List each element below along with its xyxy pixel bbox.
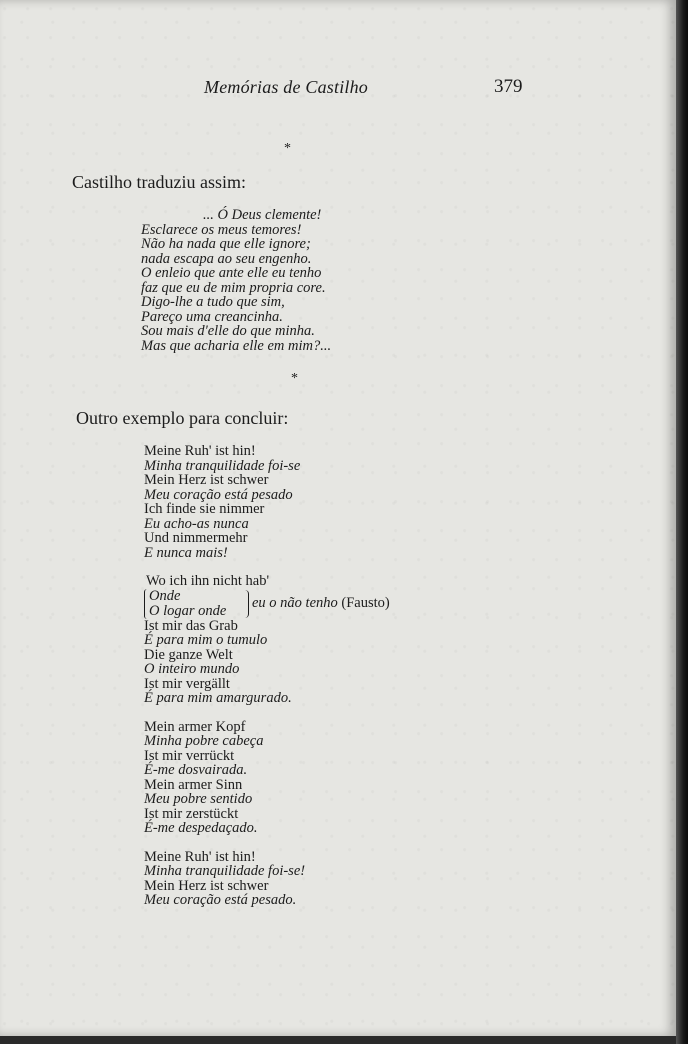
section-asterism-2: * <box>291 371 298 386</box>
brace-options <box>144 589 226 619</box>
verse-line-portuguese: Minha tranquilidade foi-se <box>144 457 301 474</box>
verse-line: Digo-lhe a tudo que sim, <box>141 294 285 310</box>
book-spine-shadow <box>676 0 688 1044</box>
verse-line-portuguese: E nunca mais! <box>144 544 228 561</box>
stanza-gap <box>144 836 305 850</box>
verse-line-portuguese: Minha pobre cabeça <box>144 733 264 749</box>
verse-line-portuguese: Minha tranquilidade foi-se! <box>144 863 306 879</box>
verse-line-german: Mein armer Kopf <box>144 718 246 735</box>
verse-line-german: Mein Herz ist schwer <box>144 472 269 488</box>
verse-line: ... Ó Deus clemente! <box>203 207 322 223</box>
brace-close-mark <box>242 590 249 618</box>
section-asterism-1: * <box>284 141 291 156</box>
verse-line: Pareço uma creancinha. <box>141 308 283 325</box>
verse-line-portuguese: Meu coração está pesado. <box>144 892 297 908</box>
verse-line-portuguese: Meu pobre sentido <box>144 791 253 807</box>
verse-line-portuguese: É para mim o tumulo <box>144 632 268 648</box>
verse-line: Sou mais d'elle do que minha. <box>141 323 315 339</box>
verse-line-german: Meine Ruh' ist hin! <box>144 848 256 865</box>
verse-line-german: Mein armer Sinn <box>144 776 243 793</box>
verse-line-german: Ich finde sie nimmer <box>144 501 265 517</box>
verse-line-portuguese: Eu acho-as nunca <box>144 515 249 532</box>
brace-alternatives <box>144 587 390 619</box>
brace-option: Onde <box>149 587 181 604</box>
verse-line: faz que eu de mim propria core. <box>141 279 326 296</box>
stanza-gap <box>144 560 305 574</box>
verse-line-german: Ist mir zerstückt <box>144 805 239 822</box>
verse-line-portuguese: O inteiro mundo <box>144 661 240 677</box>
verse-line: Não ha nada que elle ignore; <box>141 236 311 252</box>
verse-line-german: Ist mir verrückt <box>144 747 235 764</box>
verse-line: nada escapa ao seu engenho. <box>141 250 312 267</box>
verse-line-german: Und nimmermehr <box>144 530 248 546</box>
verse-line-german: Die ganze Welt <box>144 646 233 663</box>
brace-continuation <box>252 596 390 611</box>
verse-line-german: Ist mir vergällt <box>144 675 230 692</box>
section-intro-2: Outro exemplo para concluir: <box>76 408 289 428</box>
brace-option: O logar onde <box>149 602 227 619</box>
source-attribution: (Fausto) <box>341 594 390 611</box>
brace-continuation-italic: eu o não tenho <box>252 594 338 611</box>
verse-line-portuguese: É-me dosvairada. <box>144 762 248 778</box>
verse-line-portuguese: É-me despedaçado. <box>144 820 258 836</box>
stanza-gap <box>144 706 305 720</box>
verse-line-german: Meine Ruh' ist hin! <box>144 443 256 459</box>
section-intro-1: Castilho traduziu assim: <box>72 172 246 192</box>
running-title: Memórias de Castilho <box>204 77 368 97</box>
bilingual-verse <box>144 443 390 908</box>
verse-line-portuguese: É para mim amargurado. <box>144 690 292 706</box>
verse-line-portuguese: Meu coração está pesado <box>144 486 293 503</box>
verse-line: Esclarece os meus temores! <box>141 221 302 238</box>
verse-line-german: Mein Herz ist schwer <box>144 877 269 894</box>
verse-line-german: Wo ich ihn nicht hab' <box>146 573 270 589</box>
page-number: 379 <box>494 76 523 97</box>
translation-verse <box>141 208 331 353</box>
verse-line: O enleio que ante elle eu tenho <box>141 265 322 281</box>
verse-line: Mas que acharia elle em mim?... <box>141 337 332 354</box>
verse-line-german: Ist mir das Grab <box>144 617 238 634</box>
